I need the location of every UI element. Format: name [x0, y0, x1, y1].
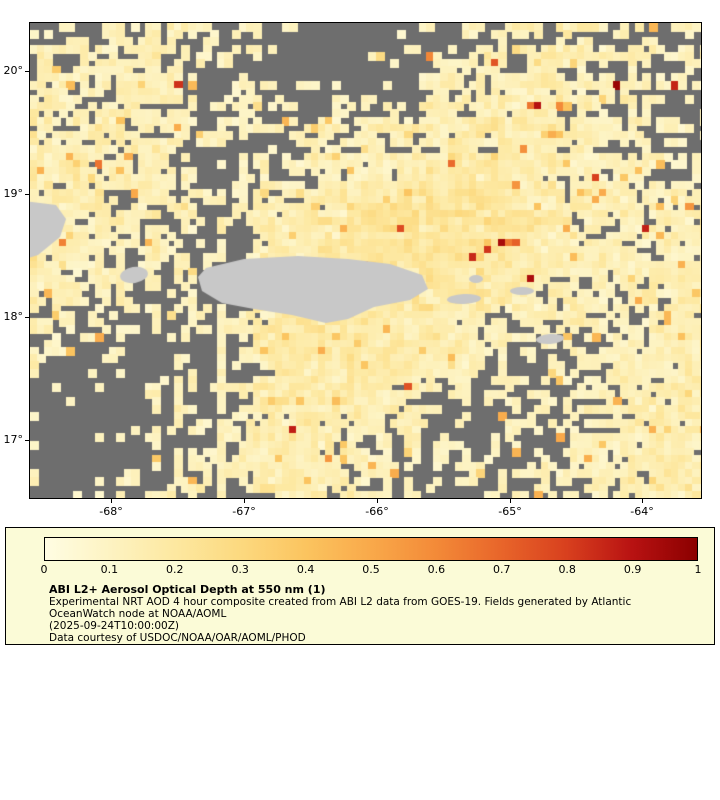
lat-label-1: 19°	[3, 187, 23, 200]
lon-label-2: -66°	[365, 505, 389, 518]
caption-line-3: (2025-09-24T10:00:00Z)	[49, 620, 179, 632]
caption-title: ABI L2+ Aerosol Optical Depth at 550 nm (1)	[49, 583, 326, 596]
lon-tick-4	[642, 499, 643, 503]
colorbar-tick-2: 0.2	[166, 563, 184, 576]
lat-label-3: 17°	[3, 433, 23, 446]
colorbar-tick-1: 0.1	[100, 563, 119, 576]
aod-raster-layer	[30, 23, 701, 498]
colorbar-tick-8: 0.8	[558, 563, 576, 576]
caption-line-4: Data courtesy of USDOC/NOAA/OAR/AOML/PHOD	[49, 632, 306, 644]
lat-label-0: 20°	[3, 64, 23, 77]
lon-label-0: -68°	[99, 505, 123, 518]
caption-block	[49, 583, 694, 644]
lon-label-3: -65°	[498, 505, 522, 518]
lon-label-4: -64°	[630, 505, 654, 518]
lon-tick-3	[510, 499, 511, 503]
caption-line-1: Experimental NRT AOD 4 hour composite created from ABI L2 data from GOES-19. Fields generated by Atlantic	[49, 596, 632, 608]
lon-tick-1	[244, 499, 245, 503]
lat-tick-0	[25, 71, 29, 72]
colorbar-tick-10: 1	[694, 563, 702, 576]
colorbar-tick-6: 0.6	[427, 563, 446, 576]
lat-tick-3	[25, 440, 29, 441]
lat-tick-1	[25, 194, 29, 195]
lon-tick-0	[111, 499, 112, 503]
map-plot-area[interactable]	[29, 22, 702, 499]
lon-tick-2	[377, 499, 378, 503]
caption-line-2: OceanWatch node at NOAA/AOML	[49, 608, 227, 620]
colorbar-tick-3: 0.3	[231, 563, 249, 576]
colorbar-tick-7: 0.7	[493, 563, 511, 576]
lon-label-1: -67°	[232, 505, 256, 518]
lat-label-2: 18°	[3, 310, 23, 323]
colorbar-tick-0: 0	[40, 563, 48, 576]
colorbar	[44, 537, 698, 561]
legend-panel	[5, 527, 715, 645]
colorbar-tick-9: 0.9	[623, 563, 642, 576]
colorbar-tick-4: 0.4	[296, 563, 315, 576]
colorbar-tick-5: 0.5	[362, 563, 380, 576]
colorbar-container	[40, 537, 702, 576]
lat-tick-2	[25, 317, 29, 318]
